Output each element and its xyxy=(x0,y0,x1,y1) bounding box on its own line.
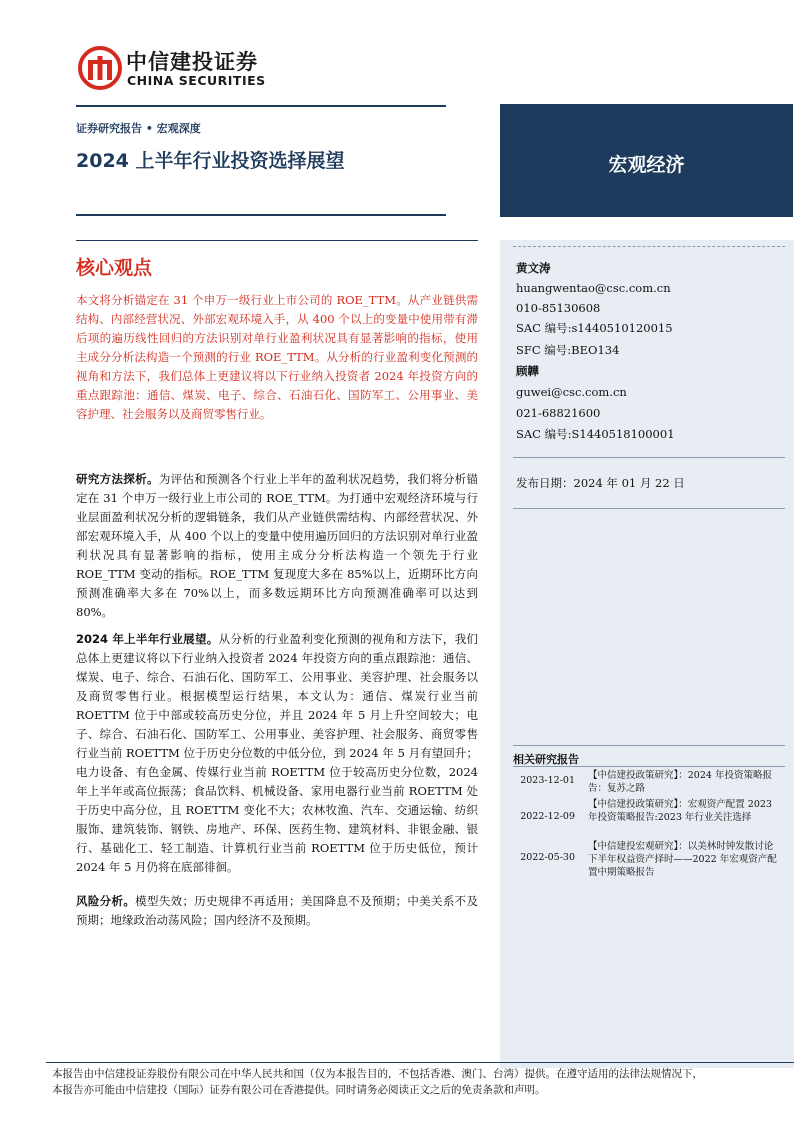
risk-text: 模型失效；历史规律不再适用；美国降息不及预期；中美关系不及预期；地缘政治动荡风险；国内经济不及预期。 xyxy=(76,894,479,927)
footer-line-1: 本报告由中信建投证券股份有限公司在中华人民共和国（仅为本报告目的，不包括香港、澳门、台湾）提供。在遵守适用的法律法规情况下， xyxy=(52,1068,703,1080)
publish-value: 2024 年 01 月 22 日 xyxy=(573,476,685,490)
core-paragraph: 本文将分析锚定在 31 个申万一级行业上市公司的 ROE_TTM。从产业链供需结构、内部经营状况、外部宏观环境入手，从 400 个以上的变量中使用带有滞后项的遍历线性回归的方法识别对单行业盈利状况具有显著影响的指标，使用主成分分析法构造一个预测的行业 ROE_TTM。从分析的行业盈利变化预测的视角和方法下，我们总体上更建议将以下行业纳入投资者 2024 年投资方向的重点跟踪池：通信、煤炭、电子、综合、石油石化、国防军工、公用事业、美容护理、社会服务以及商贸零售行业。 xyxy=(76,293,478,421)
outlook-paragraph xyxy=(76,630,478,877)
related-date: 2023-12-01 xyxy=(520,775,575,786)
author-email[interactable]: guwei@csc.com.cn xyxy=(516,385,627,399)
logo-name-cn: 中信建投证券 xyxy=(126,50,258,74)
related-date: 2022-12-09 xyxy=(520,811,575,822)
related-link[interactable]: 【中信建投政策研究】：宏观资产配置 2023 年投资策略报告:2023 年行业关注选择 xyxy=(588,799,772,823)
china-securities-logo-icon xyxy=(78,46,122,90)
method-lead: 研究方法探析。 xyxy=(76,472,159,486)
related-link[interactable]: 【中信建投政策研究】：2024 年投资策略报告：复苏之路 xyxy=(588,770,772,794)
section-rule xyxy=(76,240,478,241)
title-rule xyxy=(76,214,446,216)
related-link[interactable]: 【中信建投宏观研究】：以美林时钟发散讨论下半年权益资产择时——2022 年宏观资产配置中期策略报告 xyxy=(588,841,777,878)
sidebar-rule xyxy=(513,508,785,509)
sidebar xyxy=(500,240,794,1068)
category-banner xyxy=(500,104,793,217)
author-email[interactable]: huangwentao@csc.com.cn xyxy=(516,281,671,295)
report-title: 2024 上半年行业投资选择展望 xyxy=(76,150,345,172)
sidebar-rule xyxy=(513,766,785,767)
sidebar-rule xyxy=(513,745,785,746)
category-label: 宏观经济 xyxy=(608,154,685,176)
author-name: 顾韡 xyxy=(516,364,539,378)
method-paragraph xyxy=(76,470,478,622)
publish-label: 发布日期： xyxy=(516,476,574,490)
related-heading: 相关研究报告 xyxy=(513,753,579,766)
footer-line-2: 本报告亦可能由中信建投（国际）证券有限公司在香港提供。同时请务必阅读正文之后的免责条款和声明。 xyxy=(52,1084,546,1096)
author-name: 黄文涛 xyxy=(516,261,551,275)
risk-lead: 风险分析。 xyxy=(76,894,136,908)
outlook-lead: 2024 年上半年行业展望。 xyxy=(76,632,219,646)
author-sfc: SFC 编号:BEO134 xyxy=(516,343,620,357)
footer-disclaimer xyxy=(52,1066,792,1098)
report-type: 证券研究报告 • 宏观深度 xyxy=(76,122,201,135)
related-date: 2022-05-30 xyxy=(520,852,575,863)
footer-rule xyxy=(46,1062,794,1063)
risk-paragraph xyxy=(76,892,478,930)
author-sac: SAC 编号:S1440518100001 xyxy=(516,427,675,441)
header-rule xyxy=(76,105,446,107)
sidebar-rule xyxy=(513,457,785,458)
core-heading: 核心观点 xyxy=(76,257,153,279)
publish-date xyxy=(516,474,685,493)
sidebar-dashed-rule xyxy=(513,246,785,247)
author-phone: 010-85130608 xyxy=(516,301,601,315)
outlook-text: 从分析的行业盈利变化预测的视角和方法下，我们总体上更建议将以下行业纳入投资者 2024 年投资方向的重点跟踪池：通信、煤炭、电子、综合、石油石化、国防军工、公用事业、美容护理、社会服务以及商贸零售行业。根据模型运行结果，本文认为：通信、煤炭行业当前 ROETTM 位于中部或较高历史分位，并且 2024 年 5 月上升空间较大；电子、综合、石油石化、国防军工、公用事业、美容护理、社会服务、商贸零售行业当前 ROETTM 位于历史分位数的中低分位，到 2024 年 5 月有望回升；电力设备、有色金属、传媒行业当前 ROETTM 位于较高历史分位数，2024 年上半年或高位振荡；食品饮料、机械设备、家用电器行业当前 ROETTM 处于历史中高分位，且 ROETTM 变化不大；农林牧渔、汽车、交通运输、纺织服饰、建筑装饰、钢铁、房地产、环保、医药生物、建筑材料、非银金融、银行、基础化工、轻工制造、计算机行业当前 ROETTM 位于历史低位，预计 2024 年 5 月仍将在底部徘徊。 xyxy=(76,632,479,874)
logo-name-en: CHINA SECURITIES xyxy=(127,73,266,88)
author-phone: 021-68821600 xyxy=(516,406,601,420)
author-sac: SAC 编号:s1440510120015 xyxy=(516,321,673,335)
method-text: 为评估和预测各个行业上半年的盈利状况趋势，我们将分析锚定在 31 个申万一级行业上市公司的 ROE_TTM。为打通中宏观经济环境与行业层面盈利状况分析的逻辑链条，我们从产业链供需结构、内部经营状况、外部宏观环境入手，从 400 个以上的变量中使用遍历回归的方法识别对单行业盈利状况具有显著影响的指标，使用主成分分析法构造一个领先于行业 ROE_TTM 变动的指标。ROE_TTM 复现度大多在 85%以上，近期环比方向预测准确率大多在 70%以上，而多数远期环比方向预测准确率可以达到 80%。 xyxy=(76,472,479,619)
